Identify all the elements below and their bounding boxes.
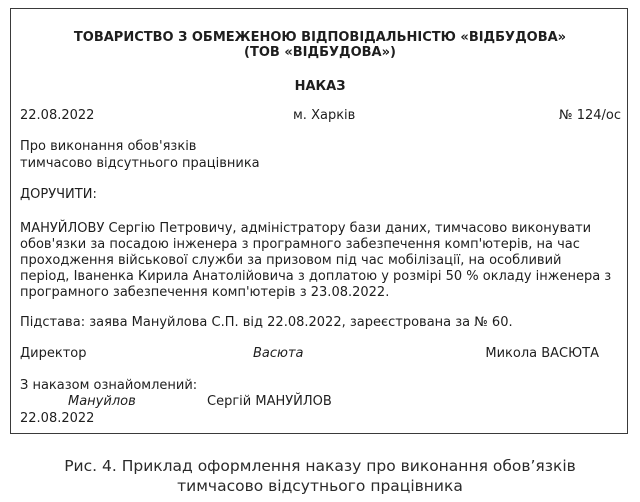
figure-caption-line-2: тимчасово відсутнього працівника — [177, 477, 463, 495]
acknowledgement-label: З наказом ознайомлений: — [20, 378, 198, 393]
director-name: Микола ВАСЮТА — [485, 346, 599, 361]
acknowledgement-date: 22.08.2022 — [20, 411, 95, 426]
director-signature: Васюта — [253, 346, 304, 361]
body-line-1: МАНУЙЛОВУ Сергію Петровичу, адміністратору бази даних, тимчасово виконувати — [20, 221, 592, 236]
figure-caption-line-1: Рис. 4. Приклад оформлення наказу про виконання обов’язків — [64, 457, 576, 475]
order-directive: ДОРУЧИТИ: — [20, 187, 97, 202]
organization-short-name: (ТОВ «ВІДБУДОВА») — [244, 45, 396, 60]
order-subject-line-1: Про виконання обов'язків — [20, 139, 197, 154]
organization-name: ТОВАРИСТВО З ОБМЕЖЕНОЮ ВІДПОВІДАЛЬНІСТЮ «ВІДБУДОВА» — [73, 30, 567, 45]
order-basis: Підстава: заява Мануйлова С.П. від 22.08.2022, зареєстрована за № 60. — [20, 315, 513, 330]
document-type-title: НАКАЗ — [294, 79, 346, 94]
director-title: Директор — [20, 346, 87, 361]
body-line-5: програмного забезпечення комп'ютерів з 23.08.2022. — [20, 285, 390, 300]
acknowledgement-signature: Мануйлов — [68, 394, 136, 409]
body-line-2: обов'язки за посадою інженера з програмного забезпечення комп'ютерів, на час — [20, 237, 580, 252]
body-line-3: проходження військової служби за призовом під час мобілізації, на особливий — [20, 253, 562, 268]
order-subject-line-2: тимчасово відсутнього працівника — [20, 156, 260, 171]
order-date: 22.08.2022 — [20, 108, 95, 123]
order-number: № 124/ос — [559, 108, 621, 123]
acknowledgement-name: Сергій МАНУЙЛОВ — [207, 394, 332, 409]
body-line-4: період, Іваненка Кирила Анатолійовича з доплатою у розмірі 50 % окладу інженера з — [20, 269, 612, 284]
order-city: м. Харків — [293, 108, 356, 123]
